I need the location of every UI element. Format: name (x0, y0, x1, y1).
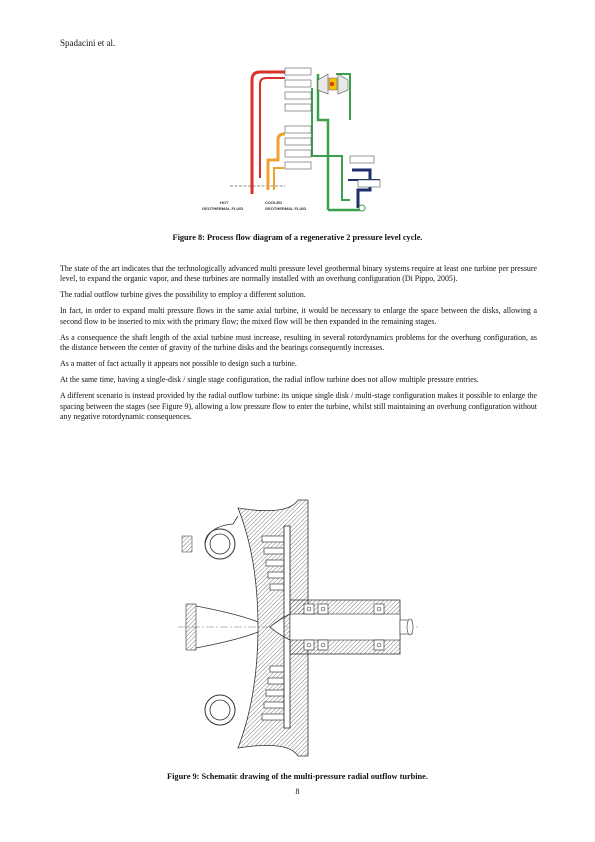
hot-fluid-label: GEOTHERMAL FLUID (202, 206, 244, 211)
paragraph: At the same time, having a single-disk / single stage configuration, the radial inflow turbine does not allow multiple pressure entries. (60, 375, 479, 385)
cooled-label: COOLED (265, 200, 283, 205)
cooled-fluid-label: GEOTHERMAL FLUID (265, 206, 307, 211)
figure-8-process-flow-diagram (200, 60, 420, 220)
running-header: Spadacini et al. (60, 38, 116, 48)
paragraph: A different scenario is instead provided by the radial outflow turbine: its unique single disk / multi-stage configuration makes it possible to enlarge the spacing between the stages (see Figure 9), allowing a low pressure flow to enter the turbine, whilst still maintaining an overhung configuration without any negative rotordynamic consequences. (60, 391, 537, 421)
paragraph: As a matter of fact actually it appears not possible to design such a turbine. (60, 359, 297, 369)
paragraph: The radial outflow turbine gives the possibility to employ a different solution. (60, 290, 306, 300)
figure-9-turbine-schematic (178, 496, 418, 760)
page-number: 8 (295, 787, 300, 796)
figure-8-caption: Figure 8: Process flow diagram of a regenerative 2 pressure level cycle. (172, 233, 423, 242)
paragraph: The state of the art indicates that the technologically advanced multi pressure level geothermal binary systems require at least one turbine per pressure level, to expand the organic vapor, and these turbines are normally installed with an overhung configuration (Di Pippo, 2005). (60, 264, 537, 284)
body-text (60, 264, 537, 428)
figure-9-caption: Figure 9: Schematic drawing of the multi-pressure radial outflow turbine. (167, 772, 428, 781)
hot-label: HOT (220, 200, 229, 205)
paragraph: As a consequence the shaft length of the axial turbine must increase, resulting in several rotordynamics problems for the overhung configuration, as the distance between the center of gravity of the turbine disks and the bearings consequently increases. (60, 332, 537, 352)
paragraph: In fact, in order to expand multi pressure flows in the same axial turbine, it would be necessary to enlarge the space between the disks, allowing a second flow to be inserted to mix with the primary flow; the mixed flow will be then expanded in the remaining stages. (60, 306, 537, 326)
